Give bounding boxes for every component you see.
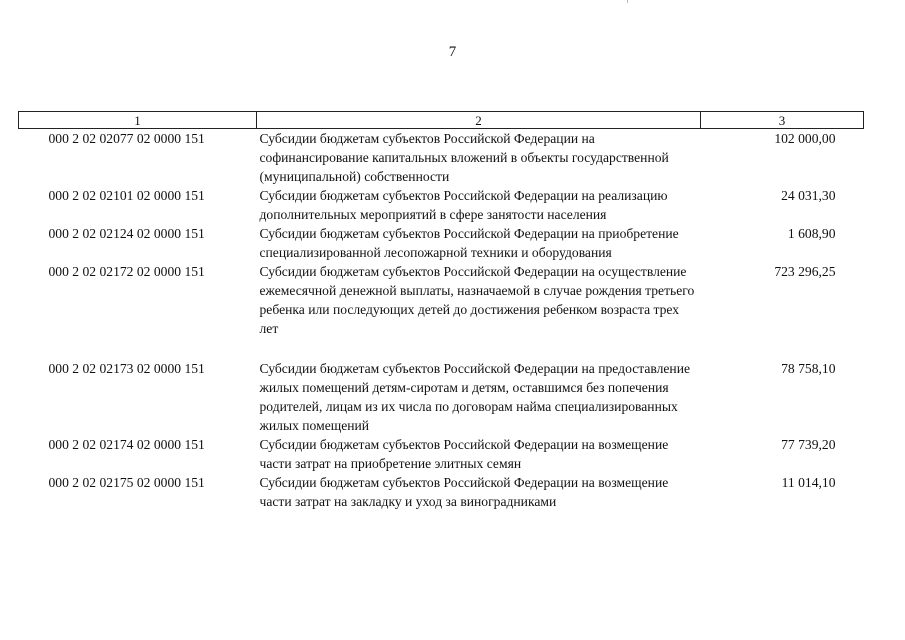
budget-code-cell: 000 2 02 02175 02 0000 151: [48, 475, 205, 490]
table-row: [19, 129, 864, 187]
amount-cell: 78 758,10: [781, 361, 836, 376]
description-cell: Субсидии бюджетам субъектов Российской Федерации на возмещение части затрат на закладку и уход за виноградниками: [259, 475, 669, 509]
budget-code-cell: 000 2 02 02077 02 0000 151: [48, 131, 205, 146]
table-header: [19, 112, 864, 129]
budget-table: [18, 111, 864, 511]
description-cell: Субсидии бюджетам субъектов Российской Федерации на осуществление ежемесячной денежной выплаты, назначаемой в случае рождения третьего ребенка или последующих детей до достижения ребенком возраста трех лет: [259, 264, 695, 336]
table-row: [19, 186, 864, 224]
description-cell: Субсидии бюджетам субъектов Российской Федерации на приобретение специализированной лесопожарной техники и оборудования: [259, 226, 679, 260]
amount-cell: 11 014,10: [781, 475, 836, 490]
budget-code-cell: 000 2 02 02174 02 0000 151: [48, 437, 205, 452]
budget-code-cell: 000 2 02 02101 02 0000 151: [48, 188, 205, 203]
description-cell: Субсидии бюджетам субъектов Российской Федерации на реализацию дополнительных мероприятий в сфере занятости населения: [259, 188, 668, 222]
budget-code-cell: 000 2 02 02124 02 0000 151: [48, 226, 205, 241]
table-row: [19, 435, 864, 473]
description-cell: Субсидии бюджетам субъектов Российской Федерации на возмещение части затрат на приобретение элитных семян: [259, 437, 669, 471]
table-row: [19, 224, 864, 262]
amount-cell: 1 608,90: [787, 226, 836, 241]
table-row: [19, 473, 864, 511]
amount-cell: 77 739,20: [781, 437, 836, 452]
header-row: [19, 112, 864, 129]
column-header-2: 2: [257, 112, 701, 129]
description-cell: Субсидии бюджетам субъектов Российской Федерации на предоставление жилых помещений детям-сиротам и детям, оставшимся без попечения родителей, лицам из их числа по договорам найма специализированных жилых помещений: [259, 361, 691, 433]
description-cell: Субсидии бюджетам субъектов Российской Федерации на софинансирование капитальных вложений в объекты государственной (муниципальной) собственности: [259, 131, 669, 184]
budget-code-cell: 000 2 02 02172 02 0000 151: [48, 264, 205, 279]
amount-cell: 102 000,00: [774, 131, 836, 146]
amount-cell: 24 031,30: [781, 188, 836, 203]
budget-code-cell: 000 2 02 02173 02 0000 151: [48, 361, 205, 376]
column-header-1: 1: [19, 112, 257, 129]
table-body: [19, 129, 864, 512]
page-number: 7: [448, 44, 457, 60]
scan-artifact: [627, 0, 628, 3]
column-header-3: 3: [701, 112, 864, 129]
amount-cell: 723 296,25: [774, 264, 836, 279]
table-row: [19, 359, 864, 435]
table-row: [19, 262, 864, 359]
